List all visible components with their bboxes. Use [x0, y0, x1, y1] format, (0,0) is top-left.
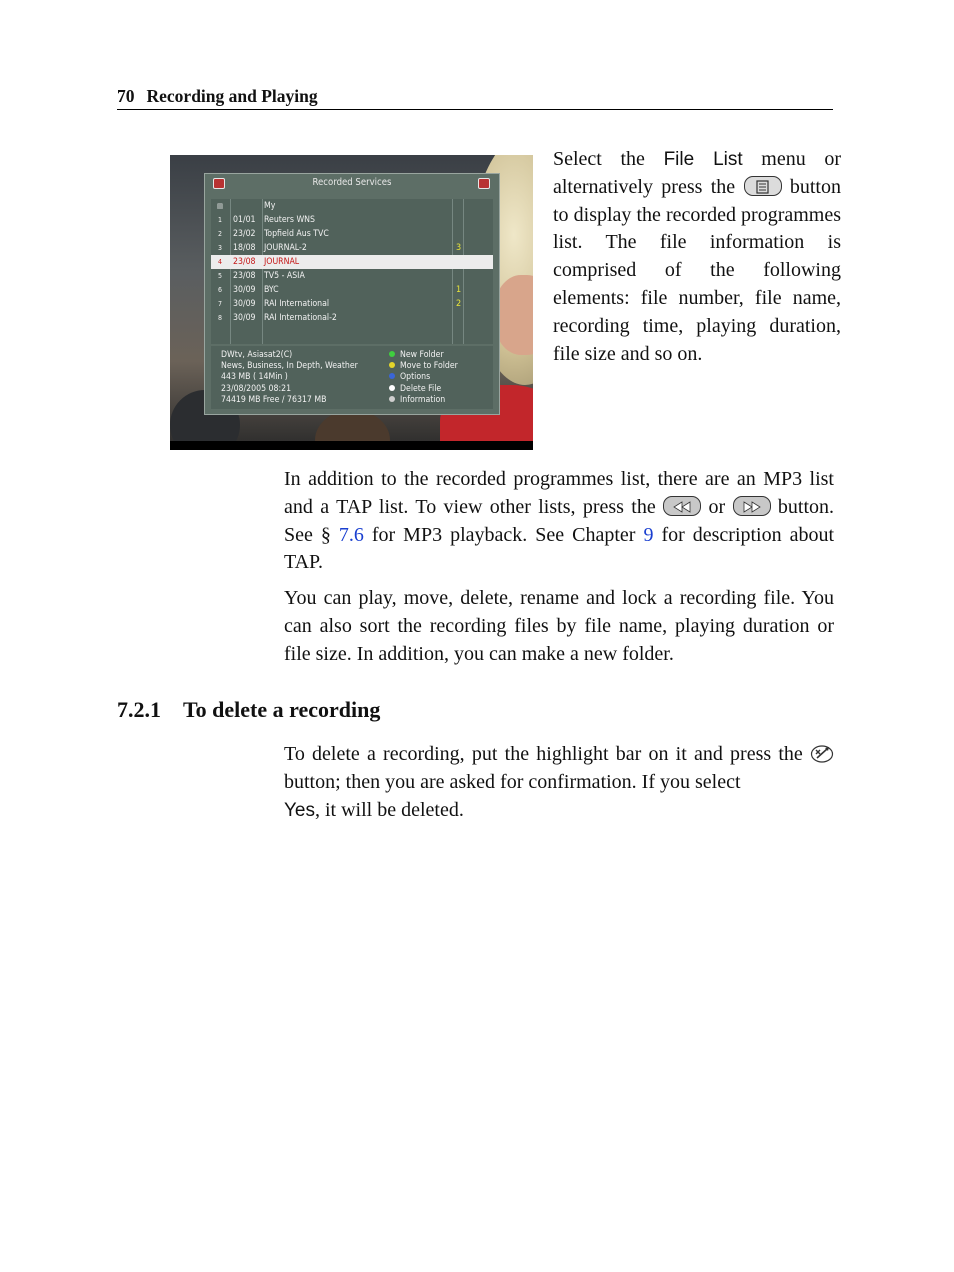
info-line: 23/08/2005 08:21 [221, 383, 292, 394]
recorded-services-screenshot [170, 155, 533, 450]
fast-forward-button-icon [733, 496, 771, 516]
option-item[interactable]: New Folder [389, 350, 444, 360]
info-line: News, Business, In Depth, Weather [221, 361, 358, 372]
recording-row[interactable]: 7 30/09 RAI International 2 [217, 299, 462, 309]
section-number: 7.2.1 [117, 697, 161, 722]
color-key-icon [389, 373, 395, 379]
option-item[interactable]: Move to Folder [389, 361, 458, 371]
recording-info [211, 346, 493, 409]
color-key-icon [389, 362, 395, 368]
recording-row[interactable]: 6 30/09 BYC 1 [217, 285, 462, 295]
color-key-icon [389, 351, 395, 357]
paragraph-delete: To delete a recording, put the highlight bar on it and press the button; then you are asked for confirmation. If you select Yes, it will be deleted. [284, 741, 834, 824]
folder-icon: ▤ [217, 202, 223, 210]
recording-row[interactable]: 8 30/09 RAI International-2 [217, 313, 337, 323]
chapter-link-9[interactable]: 9 [643, 523, 654, 546]
chapter-title: Recording and Playing [146, 86, 318, 106]
option-item[interactable]: Information [389, 395, 445, 405]
recording-row[interactable]: 3 18/08 JOURNAL-2 3 [217, 243, 462, 253]
page-number: 70 [117, 86, 135, 106]
header-rule [117, 109, 833, 110]
yes-option: Yes [284, 799, 315, 821]
option-item[interactable]: Delete File [389, 384, 441, 394]
recording-row[interactable]: 1 01/01 Reuters WNS [217, 215, 315, 225]
paragraph-other-lists: In addition to the recorded programmes list, there are an MP3 list and a TAP list. To view other lists, press the or button. See § 7.6 for MP3 playback. See Chapter 9 for description about TAP. [284, 468, 835, 574]
running-header [117, 86, 833, 107]
rewind-button-icon [663, 496, 701, 516]
folder-row[interactable]: ▤ My [211, 199, 493, 213]
paragraph-file-operations: You can play, move, delete, rename and lock a recording file. You can also sort the recording files by file name, playing duration or file size. In addition, you can make a new folder. [284, 587, 834, 665]
recording-row[interactable]: 2 23/02 Topfield Aus TVC [217, 229, 329, 239]
info-line: 74419 MB Free / 76317 MB [221, 394, 327, 405]
option-item[interactable]: Options [389, 372, 430, 382]
section-heading [117, 697, 380, 723]
color-key-icon [389, 385, 395, 391]
list-button-icon [744, 176, 782, 196]
color-key-icon [389, 396, 395, 402]
info-line: 443 MB ( 14Min ) [221, 372, 288, 383]
section-title: To delete a recording [183, 697, 381, 722]
section-link-7-6[interactable]: 7.6 [338, 523, 364, 546]
recording-row[interactable]: 4 23/08 JOURNAL [211, 255, 493, 269]
info-line: DWtv, Asiasat2(C) [221, 350, 293, 360]
recording-row[interactable]: 5 23/08 TV5 - ASIA [217, 271, 305, 281]
delete-button-icon [810, 744, 834, 763]
osd-title: Recorded Services [312, 177, 392, 188]
osd-window [204, 173, 500, 415]
intro-paragraph: Select the File List menu or alternatively press the button to display the recorded programmes list. The file information is comprised of the following elements: file number, file name, recording time, playing duration, file size and so on. [553, 148, 841, 365]
recording-list [211, 199, 493, 344]
menu-name: File List [663, 149, 743, 170]
